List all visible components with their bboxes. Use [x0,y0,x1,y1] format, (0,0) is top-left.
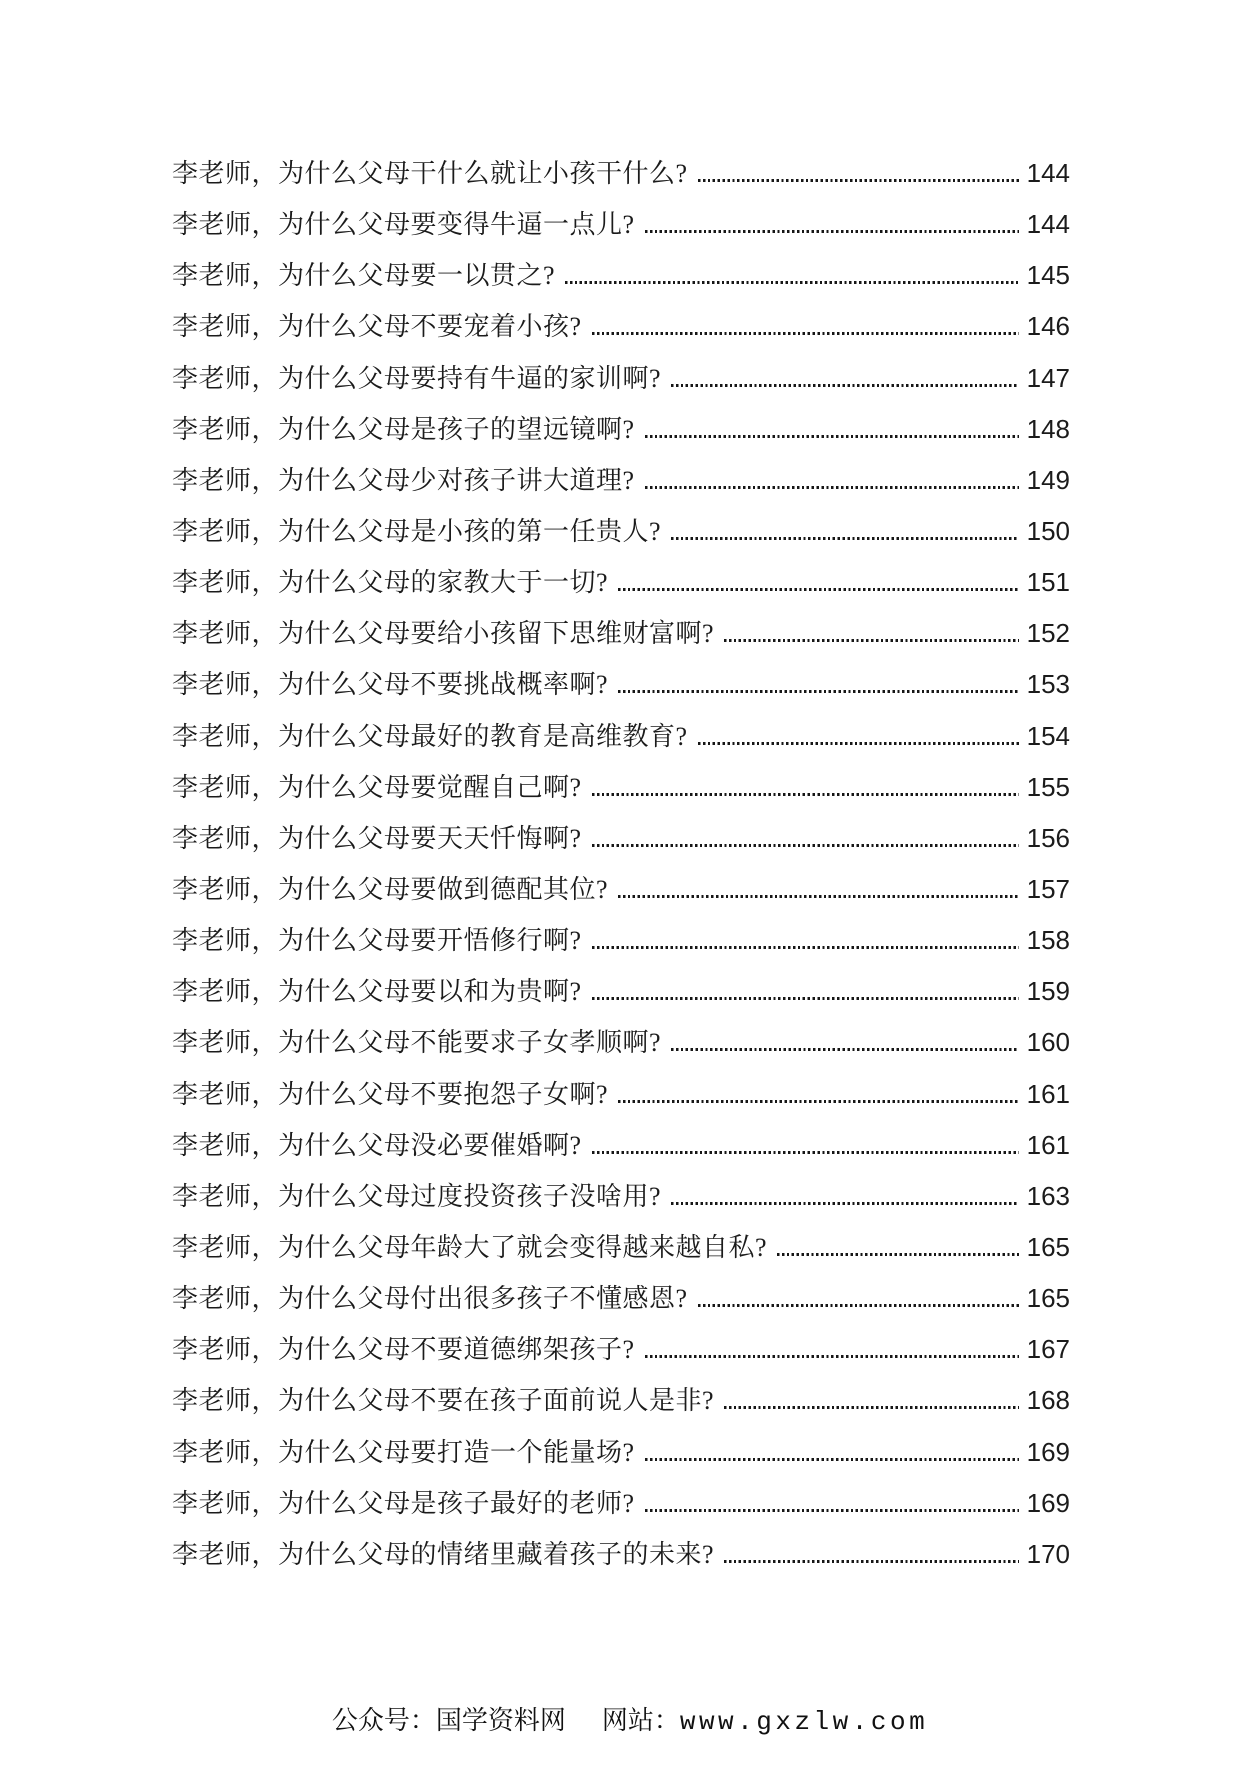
toc-entry-page-number: 146 [1026,311,1070,342]
toc-entry-title: 李老师，为什么父母是孩子最好的老师? [172,1488,635,1518]
toc-entry-page-number: 153 [1026,669,1070,700]
toc-entry[interactable] [172,772,1070,823]
toc-entry-title: 李老师，为什么父母的家教大于一切? [172,568,609,598]
toc-entry-page-number: 147 [1026,362,1070,393]
toc-entry[interactable] [172,311,1070,362]
dot-leader-icon [645,435,1019,438]
dot-leader-icon [592,844,1019,847]
toc-entry[interactable] [172,465,1070,516]
toc-entry-title: 李老师，为什么父母不要挑战概率啊? [172,670,609,700]
toc-entry-page-number: 145 [1026,260,1070,291]
toc-entry-page-number: 144 [1026,209,1070,240]
toc-entry-title: 李老师，为什么父母要变得牛逼一点儿? [172,210,635,240]
dot-leader-icon [671,1202,1019,1205]
dot-leader-icon [671,1048,1019,1051]
toc-entry-title: 李老师，为什么父母付出很多孩子不懂感恩? [172,1284,688,1314]
toc-entry-page-number: 149 [1026,464,1070,495]
dot-leader-icon [645,1355,1019,1358]
dot-leader-icon [724,639,1019,642]
dot-leader-icon [592,793,1019,796]
toc-entry[interactable] [172,721,1070,772]
toc-entry[interactable] [172,516,1070,567]
toc-entry[interactable] [172,823,1070,874]
toc-entry-page-number: 169 [1026,1436,1070,1467]
toc-entry[interactable] [172,1334,1070,1385]
toc-entry-title: 李老师，为什么父母不要在孩子面前说人是非? [172,1386,715,1416]
toc-entry[interactable] [172,363,1070,414]
toc-entry-page-number: 169 [1026,1487,1070,1518]
dot-leader-icon [592,946,1019,949]
toc-entry-title: 李老师，为什么父母的情绪里藏着孩子的未来? [172,1539,715,1569]
dot-leader-icon [592,332,1019,335]
page-footer [0,1700,1260,1737]
dot-leader-icon [618,895,1019,898]
toc-entry-title: 李老师，为什么父母要天天忏悔啊? [172,823,582,853]
toc-entry-page-number: 165 [1026,1283,1070,1314]
footer-site-url[interactable]: www.gxzlw.com [679,1707,929,1737]
dot-leader-icon [671,384,1019,387]
toc-entry-title: 李老师，为什么父母要打造一个能量场? [172,1437,635,1467]
toc-entry-title: 李老师，为什么父母最好的教育是高维教育? [172,721,688,751]
toc-entry-page-number: 144 [1026,158,1070,188]
toc-entry[interactable] [172,1437,1070,1488]
toc-entry-title: 李老师，为什么父母要一以贯之? [172,261,556,291]
dot-leader-icon [592,1151,1019,1154]
toc-entry[interactable] [172,1385,1070,1436]
toc-entry-page-number: 161 [1026,1078,1070,1109]
dot-leader-icon [645,1509,1019,1512]
toc-entry-page-number: 156 [1026,822,1070,853]
dot-leader-icon [724,1406,1019,1409]
toc-entry[interactable] [172,260,1070,311]
toc-entry-title: 李老师，为什么父母不要抱怨子女啊? [172,1079,609,1109]
toc-entry-page-number: 160 [1026,1027,1070,1058]
toc-entry-page-number: 165 [1026,1231,1070,1262]
toc-entry-page-number: 155 [1026,771,1070,802]
toc-entry-page-number: 170 [1026,1538,1070,1569]
footer-account-label: 公众号：国学资料网 [331,1706,566,1735]
toc-entry[interactable] [172,874,1070,925]
toc-entry[interactable] [172,414,1070,465]
toc-entry[interactable] [172,209,1070,260]
toc-entry-title: 李老师，为什么父母要开悟修行啊? [172,926,582,956]
dot-leader-icon [645,486,1019,489]
toc-entry-page-number: 158 [1026,925,1070,956]
toc-entry-title: 李老师，为什么父母过度投资孩子没啥用? [172,1181,662,1211]
toc-entry-page-number: 152 [1026,618,1070,649]
dot-leader-icon [671,537,1019,540]
toc-entry-title: 李老师，为什么父母干什么就让小孩干什么? [172,159,688,188]
toc-entry-page-number: 154 [1026,720,1070,751]
toc-entry-title: 李老师，为什么父母不能要求子女孝顺啊? [172,1028,662,1058]
toc-entry-page-number: 159 [1026,976,1070,1007]
table-of-contents [172,158,1070,1590]
dot-leader-icon [698,742,1019,745]
toc-entry-title: 李老师，为什么父母要做到德配其位? [172,874,609,904]
toc-entry[interactable] [172,976,1070,1027]
dot-leader-icon [777,1253,1019,1256]
dot-leader-icon [618,1100,1019,1103]
dot-leader-icon [565,281,1019,284]
toc-entry-title: 李老师，为什么父母是孩子的望远镜啊? [172,414,635,444]
toc-entry[interactable] [172,1283,1070,1334]
toc-entry-title: 李老师，为什么父母是小孩的第一任贵人? [172,516,662,546]
toc-entry-title: 李老师，为什么父母要给小孩留下思维财富啊? [172,619,715,649]
toc-entry-page-number: 161 [1026,1129,1070,1160]
dot-leader-icon [618,690,1019,693]
toc-entry-title: 李老师，为什么父母不要宠着小孩? [172,312,582,342]
toc-entry-title: 李老师，为什么父母年龄大了就会变得越来越自私? [172,1232,768,1262]
dot-leader-icon [724,1560,1019,1563]
toc-entry[interactable] [172,1181,1070,1232]
toc-entry[interactable] [172,925,1070,976]
toc-entry-page-number: 167 [1026,1334,1070,1365]
toc-entry-title: 李老师，为什么父母要觉醒自己啊? [172,772,582,802]
toc-entry-title: 李老师，为什么父母不要道德绑架孩子? [172,1335,635,1365]
dot-leader-icon [645,230,1019,233]
toc-entry[interactable] [172,567,1070,618]
toc-entry-title: 李老师，为什么父母少对孩子讲大道理? [172,465,635,495]
toc-entry-page-number: 157 [1026,873,1070,904]
toc-entry-page-number: 150 [1026,515,1070,546]
toc-entry[interactable] [172,1539,1070,1590]
toc-entry[interactable] [172,1130,1070,1181]
toc-entry-page-number: 151 [1026,567,1070,598]
toc-entry[interactable] [172,1079,1070,1130]
toc-entry-title: 李老师，为什么父母没必要催婚啊? [172,1130,582,1160]
dot-leader-icon [698,1304,1019,1307]
toc-entry[interactable] [172,669,1070,720]
toc-entry-page-number: 163 [1026,1180,1070,1211]
dot-leader-icon [645,1458,1019,1461]
toc-entry[interactable] [172,158,1070,209]
toc-entry-title: 李老师，为什么父母要持有牛逼的家训啊? [172,363,662,393]
toc-entry-page-number: 168 [1026,1385,1070,1416]
dot-leader-icon [618,588,1019,591]
toc-entry-title: 李老师，为什么父母要以和为贵啊? [172,977,582,1007]
toc-entry-page-number: 148 [1026,413,1070,444]
toc-entry[interactable] [172,618,1070,669]
footer-site-label: 网站： [601,1706,680,1735]
toc-entry[interactable] [172,1027,1070,1078]
dot-leader-icon [698,179,1019,182]
toc-entry[interactable] [172,1232,1070,1283]
dot-leader-icon [592,997,1019,1000]
toc-entry[interactable] [172,1488,1070,1539]
